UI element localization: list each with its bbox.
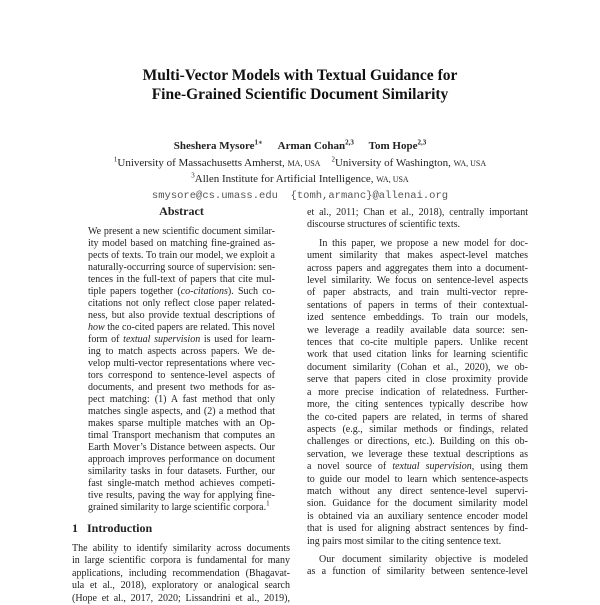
- text-segment: match without any direct sentence-level supervi-: [307, 485, 528, 497]
- section-number: 1: [72, 521, 78, 535]
- text-segment: tiple papers together (: [88, 286, 181, 297]
- text-line: [88, 286, 275, 298]
- author: [369, 140, 427, 152]
- italic-text: how: [88, 322, 105, 333]
- title-line: Multi-Vector Models with Textual Guidance for: [142, 67, 458, 84]
- text-segment: is used for learn-: [200, 334, 275, 345]
- author: [174, 140, 263, 152]
- text-segment: tences in the full-text of papers that cite mul-: [88, 274, 275, 285]
- introduction-section: [72, 521, 290, 605]
- text-line: [88, 406, 275, 418]
- author-sup: 1∗: [254, 138, 263, 147]
- text-segment: fast single-match method achieves competi-: [88, 478, 275, 489]
- text-segment: timal Transport mechanism that computes an: [88, 430, 275, 441]
- text-line: [88, 370, 275, 382]
- text-segment: a novel source of: [307, 461, 393, 473]
- text-segment: discourse structures of scientific texts.: [307, 219, 461, 231]
- text-line: [307, 325, 528, 337]
- affiliation-name: University of Massachusetts Amherst,: [117, 157, 285, 169]
- text-line: [88, 478, 275, 490]
- text-line: [88, 226, 275, 238]
- author-sup: 2,3: [417, 138, 427, 147]
- text-segment: ing pairs most similar to the citing sentence text.: [307, 535, 502, 547]
- text-line: [307, 461, 528, 473]
- affiliation-location: WA, USA: [376, 175, 409, 184]
- affiliation-location: MA, USA: [287, 159, 321, 168]
- italic-text: textual supervision: [123, 334, 201, 345]
- text-line: [88, 310, 275, 322]
- text-segment: tive results, paving the way for applying fine-: [88, 490, 275, 501]
- affiliation-sup: 2: [331, 155, 335, 164]
- text-segment: ity model based on matching fine-grained as-: [88, 238, 275, 249]
- text-segment: Earth Mover’s Distance between aspects. Our: [88, 442, 275, 453]
- text-segment: approach improves performance on document: [88, 454, 275, 465]
- text-segment: the co-cited papers are related, in terms of shared: [307, 411, 528, 423]
- affiliations-line-2: [0, 173, 600, 185]
- text-line: [307, 374, 528, 386]
- text-line: [307, 523, 528, 535]
- text-line: [88, 274, 275, 286]
- text-line: [307, 486, 528, 498]
- text-segment: a more precise indication of relatedness. Further-: [307, 386, 528, 398]
- introduction-heading: [72, 521, 290, 535]
- text-line: [307, 474, 528, 486]
- text-line: [307, 287, 528, 299]
- text-line: [307, 275, 528, 287]
- paper-title: [0, 66, 600, 104]
- author-name: Tom Hope: [368, 140, 418, 152]
- text-segment: we leverage a readily available data source: sen-: [307, 324, 528, 336]
- text-line: [88, 499, 275, 514]
- text-line: [88, 262, 275, 274]
- text-segment: sentations of papers in terms of their contextual-: [307, 299, 528, 311]
- text-line: [88, 430, 275, 442]
- text-line: applications, including recommendation (Bhagavat-: [72, 567, 290, 579]
- text-line: [88, 322, 275, 334]
- text-segment: serve that papers cited in close proximity provide: [307, 374, 528, 386]
- text-line: [88, 466, 275, 478]
- right-column: [307, 207, 528, 579]
- text-line: [88, 346, 275, 358]
- text-segment: as a function of similarity between sentence-level: [307, 566, 528, 578]
- text-line: [307, 312, 528, 324]
- text-line: [88, 238, 275, 250]
- text-line: [307, 511, 528, 523]
- text-line: [88, 382, 275, 394]
- text-segment: that is used for aligning abstract sentences by find-: [307, 523, 528, 535]
- text-segment: servation, we leverage these textual descriptions as: [307, 448, 528, 460]
- text-segment: challenges or directions, etc.). Building on this ob-: [307, 436, 528, 448]
- italic-text: textual supervision: [392, 461, 472, 473]
- author: [278, 140, 354, 152]
- text-segment: form of: [88, 334, 124, 345]
- text-line: [307, 424, 528, 436]
- text-segment: more, the citing sentences typically describe how: [307, 399, 528, 411]
- text-segment: to guide our model to learn which sentence-aspects: [307, 473, 528, 485]
- text-segment: sion. Guidance for the document similarity model: [307, 498, 528, 510]
- author-list: [0, 140, 600, 152]
- footnote-marker: 1: [266, 499, 270, 508]
- text-line: [307, 219, 528, 231]
- introduction-body: [72, 543, 290, 605]
- text-line: [88, 454, 275, 466]
- text-segment: ument similarity that makes aspect-level matches: [307, 250, 528, 262]
- affiliation-name: University of Washington,: [334, 157, 451, 169]
- text-segment: We present a new scientific document similar-: [88, 226, 275, 237]
- text-segment: document similarity (Cohan et al., 2020), we ob-: [307, 361, 528, 373]
- affiliations-line-1: [0, 157, 600, 169]
- text-line: [88, 250, 275, 262]
- text-line: [307, 349, 528, 361]
- text-line: [307, 300, 528, 312]
- abstract-heading: Abstract: [159, 204, 204, 218]
- abstract-body: [88, 226, 275, 514]
- text-line: The ability to identify similarity across documents: [72, 543, 290, 554]
- text-line: [307, 498, 528, 510]
- text-line: [307, 554, 528, 566]
- text-segment: citations not only reflect close paper related-: [88, 298, 275, 309]
- text-segment: ). Such co-: [227, 286, 276, 297]
- text-segment: of paper abstracts, and train multi-vector repre-: [307, 287, 528, 299]
- text-segment: aspects (e.g., similar methods or findings, related: [307, 423, 528, 435]
- text-line: [307, 238, 528, 250]
- text-segment: matches single aspects, and (2) a method that: [88, 406, 275, 417]
- text-line: [88, 442, 275, 454]
- author-name: Sheshera Mysore: [173, 140, 255, 152]
- text-segment: documents, and present two methods for as-: [88, 382, 275, 393]
- affiliation-sup: 1: [113, 155, 118, 164]
- affiliation-name: Allen Institute for Artificial Intelligence,: [194, 173, 374, 185]
- text-line: [88, 490, 275, 502]
- text-line: [307, 449, 528, 461]
- text-line: [88, 394, 275, 406]
- text-line: [307, 566, 528, 578]
- text-line: [307, 337, 528, 349]
- text-line: [307, 536, 528, 548]
- title-line: Fine-Grained Scientific Document Similarity: [151, 86, 449, 103]
- text-segment: the co-cited papers are related. This novel: [104, 322, 275, 333]
- text-line: [307, 412, 528, 424]
- text-line: [307, 250, 528, 262]
- text-segment: is obtained via an auxiliary sentence encoder model: [307, 510, 528, 522]
- text-segment: work that used citation links for learning scientific: [307, 349, 528, 361]
- text-line: [88, 358, 275, 370]
- abstract-section: [88, 204, 275, 514]
- text-segment: Our document similarity objective is modeled: [319, 553, 528, 565]
- text-segment: grained similarity to large scientific corpora.: [88, 502, 267, 513]
- text-segment: ing to match aspects across papers. We de-: [88, 346, 275, 357]
- author-emails: smysore@cs.umass.edu {tomh,armanc}@allenai.org: [151, 190, 449, 202]
- text-segment: tors correspond to sentence-level aspects of: [88, 370, 275, 381]
- text-segment: In this paper, we propose a new model for doc-: [319, 237, 528, 249]
- text-segment: et al., 2011; Chan et al., 2018), centrally important: [307, 207, 528, 218]
- text-line: [307, 436, 528, 448]
- text-segment: naturally-occurring source of supervision: sen-: [88, 262, 276, 273]
- text-line: [88, 418, 275, 430]
- text-line: [307, 362, 528, 374]
- text-line: [88, 298, 275, 310]
- text-segment: pects of texts. To train our model, we exploit a: [88, 250, 275, 261]
- author-name: Arman Cohan: [277, 140, 346, 152]
- text-line: in large scientific corpora is fundamental for many: [72, 555, 290, 567]
- affiliation-location: WA, USA: [453, 159, 487, 168]
- text-line: [307, 263, 528, 275]
- text-segment: level similarity. We focus on sentence-level aspects: [307, 275, 528, 287]
- section-title: Introduction: [87, 521, 153, 535]
- text-line: [88, 334, 275, 346]
- text-segment: velop multi-vector representations where vec-: [88, 358, 275, 369]
- text-line: ula et al., 2018), exploratory or analogical search: [72, 580, 290, 592]
- text-segment: ized sentence embeddings. To train our models,: [307, 312, 528, 324]
- text-segment: tences that co-cite multiple papers. Unlike recent: [307, 337, 528, 349]
- text-segment: across papers and aggregates them into a document-: [307, 262, 528, 274]
- text-line: [307, 387, 528, 399]
- author-sup: 2,3: [345, 138, 354, 147]
- text-line: [307, 399, 528, 411]
- affiliation-sup: 3: [191, 171, 195, 180]
- text-segment: similarity tasks in four datasets. Further, our: [88, 466, 275, 477]
- text-segment: makes sparse multiple matches with an Op-: [88, 418, 275, 429]
- text-segment: , using them: [471, 461, 528, 473]
- text-line: [307, 207, 528, 219]
- text-segment: ness, but also provide textual descriptions of: [88, 310, 275, 321]
- italic-text: co-citations: [180, 286, 228, 297]
- text-segment: pect matching: (1) A fast method that only: [88, 394, 275, 405]
- text-line: (Hope et al., 2017, 2020; Lissandrini et al., 2019),: [72, 592, 290, 604]
